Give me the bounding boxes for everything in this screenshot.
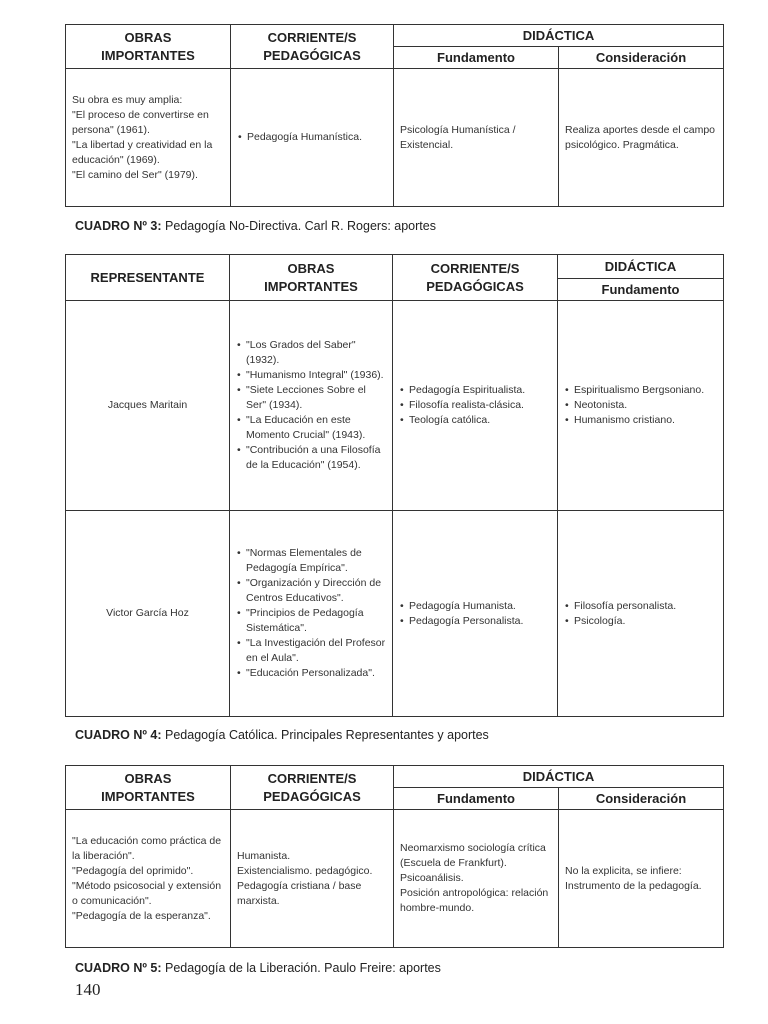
cell-fundamento [394, 69, 559, 207]
fundamento-line: Neomarxismo sociología crítica (Escuela de Frankfurt). [400, 842, 546, 869]
cell-obras [66, 69, 231, 207]
obra-item: • "Siete Lecciones Sobre el Ser" (1934). [236, 383, 386, 413]
obras-line: "Pedagogía del oprimido". [72, 864, 194, 877]
cell-corriente [393, 301, 558, 511]
fundamento-line: Psicología Humanística / Existencial. [400, 123, 516, 151]
corriente-item: • Filosofía realista-clásica. [399, 398, 551, 413]
header-didactica: DIDÁCTICA [394, 25, 724, 47]
cell-representante: Victor García Hoz [66, 511, 230, 717]
header-didactica: DIDÁCTICA [394, 766, 724, 788]
obra-item: • "Contribución a una Filosofía de la Educación" (1954). [236, 443, 386, 473]
cell-fundamento [558, 301, 724, 511]
cell-obras [66, 810, 231, 948]
obras-line: "El proceso de convertirse en persona" (1961). [72, 108, 209, 136]
caption-label: CUADRO Nº 5: [75, 961, 162, 975]
obra-item: • "La Investigación del Profesor en el Aula". [236, 636, 386, 666]
caption-cuadro-3 [75, 219, 436, 233]
caption-cuadro-5 [75, 961, 441, 975]
corriente-line: Existencialismo. pedagógico. [237, 864, 373, 877]
cell-consideracion [559, 69, 724, 207]
obras-line: "El camino del Ser" (1979). [72, 168, 198, 181]
table-freire [65, 765, 724, 948]
caption-text: Pedagogía Católica. Principales Representantes y aportes [165, 728, 489, 742]
fundamento-item: • Espiritualismo Bergsoniano. [564, 383, 717, 398]
obra-item: • "Educación Personalizada". [236, 666, 386, 681]
obra-item: • "La Educación en este Momento Crucial" (1943). [236, 413, 386, 443]
header-didactica: DIDÁCTICA [558, 255, 724, 279]
corriente-line: Pedagogía cristiana / base marxista. [237, 879, 362, 907]
cell-fundamento [558, 511, 724, 717]
fundamento-item: • Neotonista. [564, 398, 717, 413]
cell-corriente [231, 810, 394, 948]
header-corriente: CORRIENTE/S PEDAGÓGICAS [231, 766, 394, 810]
header-fundamento: Fundamento [558, 279, 724, 301]
corriente-item: • Pedagogía Espiritualista. [399, 383, 551, 398]
obras-line: "La educación como práctica de la liberación". [72, 834, 222, 862]
obras-line: "Método psicosocial y extensión o comunicación". [72, 879, 222, 907]
corriente-item: • Pedagogía Personalista. [399, 614, 551, 629]
corriente-item: • Teología católica. [399, 413, 551, 428]
header-representante: REPRESENTANTE [66, 255, 230, 301]
obra-item: • "Normas Elementales de Pedagogía Empírica". [236, 546, 386, 576]
obra-item: • "Principios de Pedagogía Sistemática". [236, 606, 386, 636]
header-consideracion: Consideración [559, 47, 724, 69]
header-obras: OBRAS IMPORTANTES [66, 25, 231, 69]
fundamento-line: Psicoanálisis. [400, 872, 464, 884]
header-fundamento: Fundamento [394, 47, 559, 69]
caption-text: Pedagogía No-Directiva. Carl R. Rogers: aportes [165, 219, 436, 233]
fundamento-item: • Humanismo cristiano. [564, 413, 717, 428]
corriente-line: Humanista. [237, 849, 291, 862]
cell-obras [230, 301, 393, 511]
caption-label: CUADRO Nº 4: [75, 728, 162, 742]
corriente-item: • Pedagogía Humanista. [399, 599, 551, 614]
consideracion-line: Realiza aportes desde el campo psicológico. Pragmática. [565, 123, 716, 151]
header-obras: OBRAS IMPORTANTES [230, 255, 393, 301]
obra-item: • "Humanismo Integral" (1936). [236, 368, 386, 383]
header-obras: OBRAS IMPORTANTES [66, 766, 231, 810]
cell-obras [230, 511, 393, 717]
fundamento-item: • Psicología. [564, 614, 717, 629]
obras-line: Su obra es muy amplia: [72, 93, 183, 106]
caption-label: CUADRO Nº 3: [75, 219, 162, 233]
corriente-item: • Pedagogía Humanística. [237, 130, 387, 145]
table-catolica [65, 254, 724, 717]
header-consideracion: Consideración [559, 788, 724, 810]
cell-corriente [393, 511, 558, 717]
caption-text: Pedagogía de la Liberación. Paulo Freire: aportes [165, 961, 441, 975]
header-corriente: CORRIENTE/S PEDAGÓGICAS [393, 255, 558, 301]
obras-line: "Pedagogía de la esperanza". [72, 909, 211, 922]
consideracion-line: No la explicita, se infiere: Instrumento de la pedagogía. [565, 864, 702, 892]
header-corriente: CORRIENTE/S PEDAGÓGICAS [231, 25, 394, 69]
obras-line: "La libertad y creatividad en la educación" (1969). [72, 138, 213, 166]
fundamento-line: Posición antropológica: relación hombre-mundo. [400, 887, 549, 914]
header-fundamento: Fundamento [394, 788, 559, 810]
cell-fundamento [394, 810, 559, 948]
fundamento-item: • Filosofía personalista. [564, 599, 717, 614]
table-rogers [65, 24, 724, 207]
cell-corriente [231, 69, 394, 207]
obra-item: • "Organización y Dirección de Centros Educativos". [236, 576, 386, 606]
cell-consideracion [559, 810, 724, 948]
cell-representante: Jacques Maritain [66, 301, 230, 511]
page-number: 140 [75, 980, 101, 999]
caption-cuadro-4 [75, 728, 489, 742]
obra-item: • "Los Grados del Saber" (1932). [236, 338, 386, 368]
